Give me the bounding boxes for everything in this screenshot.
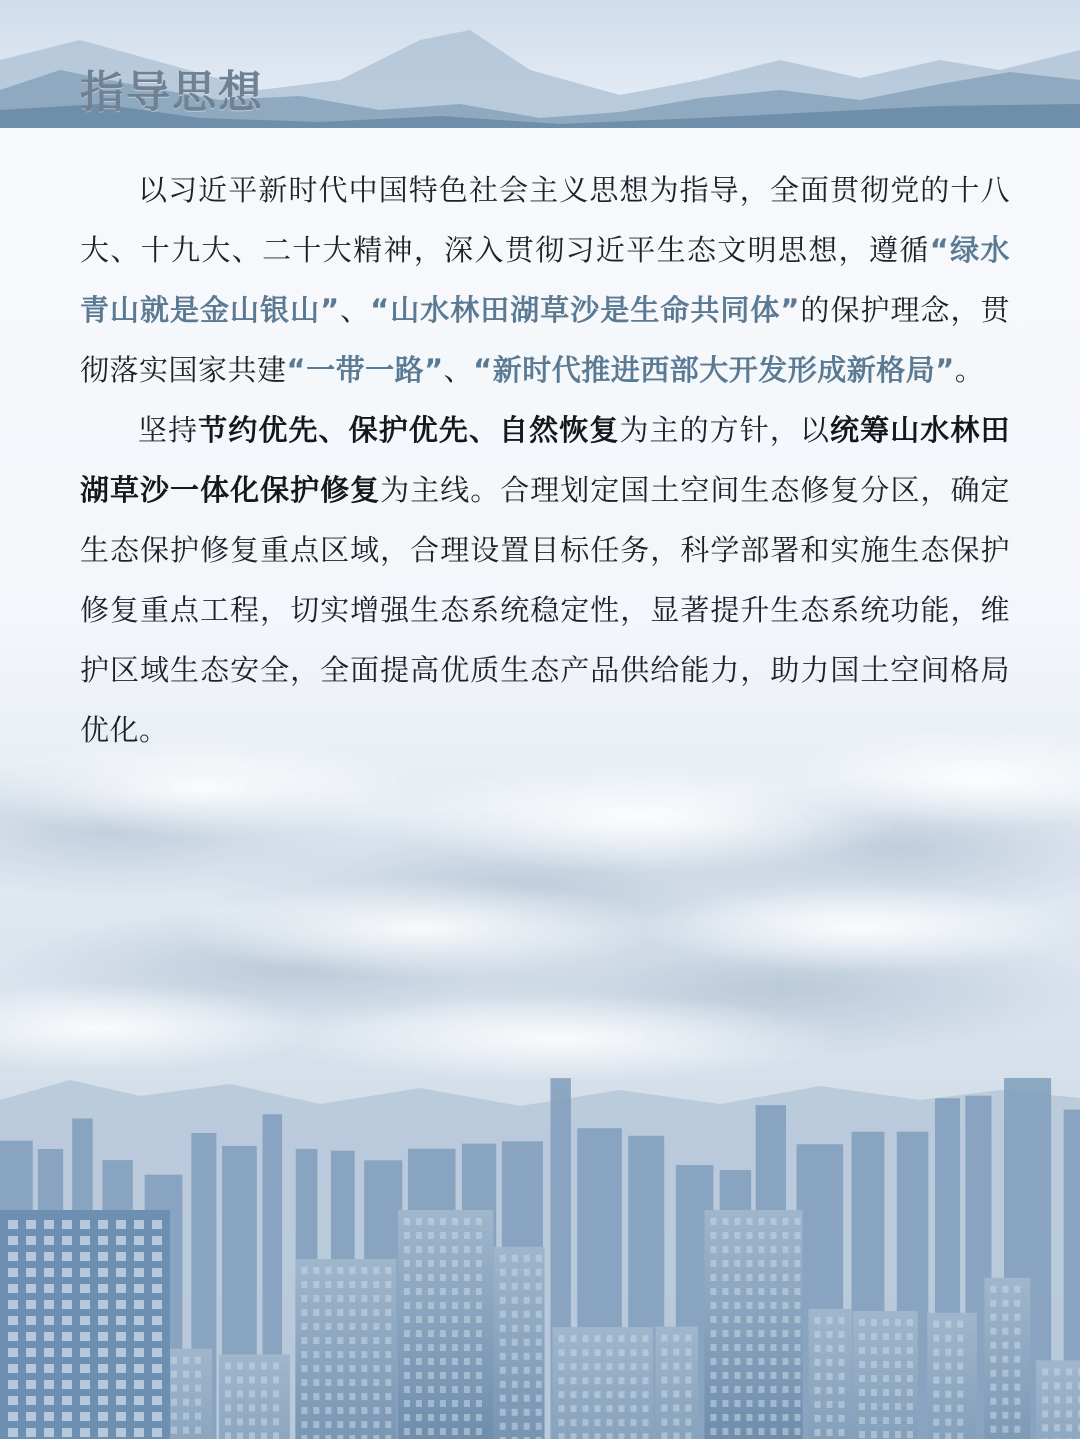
para2-segment: 为主线。合理划定国土空间生态修复分区，确定生态保护修复重点区域，合理设置目标任务，科学部署和实施生态保护修复重点工程，切实增强生态系统稳定性，显著提升生态系统功能，维护区域生态安全，全面提高优质生态产品供给能力，助力国土空间格局优化。 xyxy=(80,473,1010,747)
para1-segment: “新时代推进西部大开发形成新格局” xyxy=(473,353,955,387)
para1-segment: 、 xyxy=(443,353,474,387)
paragraph-principles xyxy=(80,400,1010,760)
para2-segment: 统筹山水林田湖草沙一体化保护修复 xyxy=(80,413,1010,507)
para1-segment: 、 xyxy=(339,293,371,327)
para2-segment: 坚持 xyxy=(138,413,199,447)
para2-segment: 为主的方针，以 xyxy=(619,413,831,447)
para1-segment: 。 xyxy=(954,353,985,387)
city-skyline-image xyxy=(0,1060,1080,1439)
paragraph-guiding-ideology xyxy=(80,160,1010,400)
para1-segment: “山水林田湖草沙是生命共同体” xyxy=(370,293,800,327)
para1-segment: “绿水青山就是金山银山” xyxy=(80,233,1010,327)
page-title: 指导思想 xyxy=(80,67,264,118)
header-banner xyxy=(0,0,1080,128)
para2-segment: 节约优先、保护优先、自然恢复 xyxy=(198,413,620,447)
para1-segment: 的保护理念，贯彻落实国家共建 xyxy=(80,293,1010,387)
para1-segment: 以习近平新时代中国特色社会主义思想为指导，全面贯彻党的十八大、十九大、二十大精神，深入贯彻习近平生态文明思想，遵循 xyxy=(80,173,1010,267)
para1-segment: “一带一路” xyxy=(286,353,444,387)
content-body xyxy=(80,160,1010,760)
